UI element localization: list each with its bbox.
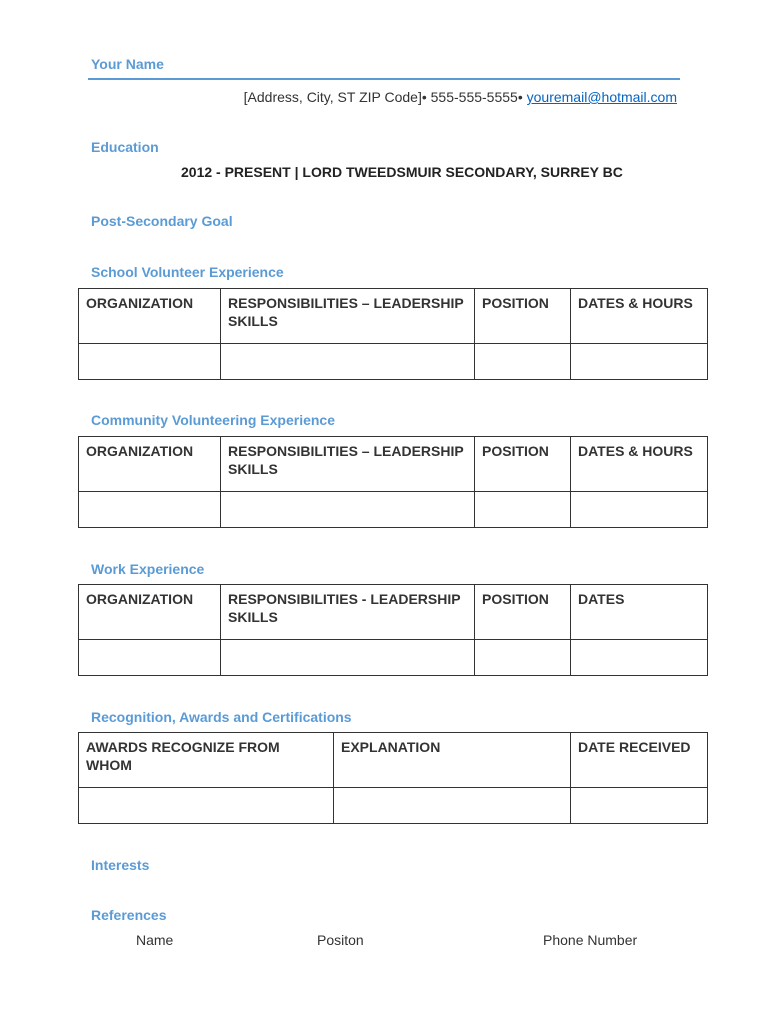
contact-line xyxy=(244,89,677,105)
table-cell[interactable] xyxy=(475,344,571,380)
your-name-heading: Your Name xyxy=(91,56,164,72)
column-header-awards-from-whom: AWARDS RECOGNIZE FROM WHOM xyxy=(79,733,334,788)
education-heading: Education xyxy=(91,139,159,155)
community-volunteer-table xyxy=(78,436,708,528)
reference-phone-label: Phone Number xyxy=(543,932,638,948)
column-header-explanation: EXPLANATION xyxy=(334,733,571,788)
table-row xyxy=(79,788,708,824)
column-header-responsibilities: RESPONSIBILITIES – LEADERSHIP SKILLS xyxy=(221,437,475,492)
table-header-row xyxy=(79,289,708,344)
column-header-position: POSITION xyxy=(475,585,571,640)
reference-position-label: Positon xyxy=(317,932,364,948)
reference-name-label: Name xyxy=(136,932,174,948)
post-secondary-goal-heading: Post-Secondary Goal xyxy=(91,213,233,229)
table-cell[interactable] xyxy=(475,640,571,676)
table-cell[interactable] xyxy=(571,788,708,824)
awards-table xyxy=(78,732,708,824)
column-header-organization: ORGANIZATION xyxy=(79,585,221,640)
references-heading: References xyxy=(91,907,167,923)
table-cell[interactable] xyxy=(221,640,475,676)
table-row xyxy=(79,492,708,528)
table-cell[interactable] xyxy=(334,788,571,824)
column-header-organization: ORGANIZATION xyxy=(79,437,221,492)
interests-heading: Interests xyxy=(91,857,150,873)
column-header-organization: ORGANIZATION xyxy=(79,289,221,344)
column-header-responsibilities: RESPONSIBILITIES – LEADERSHIP SKILLS xyxy=(221,289,475,344)
table-cell[interactable] xyxy=(475,492,571,528)
table-header-row xyxy=(79,733,708,788)
table-cell[interactable] xyxy=(79,492,221,528)
work-experience-table xyxy=(78,584,708,676)
community-volunteer-heading: Community Volunteering Experience xyxy=(91,412,336,428)
table-cell[interactable] xyxy=(571,640,708,676)
column-header-dates-hours: DATES & HOURS xyxy=(571,437,708,492)
column-header-dates: DATES xyxy=(571,585,708,640)
table-cell[interactable] xyxy=(571,492,708,528)
column-header-position: POSITION xyxy=(475,289,571,344)
table-cell[interactable] xyxy=(221,492,475,528)
school-volunteer-table xyxy=(78,288,708,380)
awards-heading: Recognition, Awards and Certifications xyxy=(91,709,352,725)
table-row xyxy=(79,640,708,676)
table-cell[interactable] xyxy=(79,344,221,380)
table-cell[interactable] xyxy=(79,788,334,824)
contact-address-phone: [Address, City, ST ZIP Code]• 555-555-5555• xyxy=(243,89,527,105)
table-row xyxy=(79,344,708,380)
education-entry: 2012 - PRESENT | LORD TWEEDSMUIR SECONDARY, SURREY BC xyxy=(181,164,623,180)
table-cell[interactable] xyxy=(79,640,221,676)
table-cell[interactable] xyxy=(221,344,475,380)
column-header-position: POSITION xyxy=(475,437,571,492)
table-cell[interactable] xyxy=(571,344,708,380)
column-header-dates-hours: DATES & HOURS xyxy=(571,289,708,344)
header-divider xyxy=(88,78,680,80)
email-link[interactable]: youremail@hotmail.com xyxy=(526,89,677,105)
table-header-row xyxy=(79,585,708,640)
table-header-row xyxy=(79,437,708,492)
column-header-date-received: DATE RECEIVED xyxy=(571,733,708,788)
school-volunteer-heading: School Volunteer Experience xyxy=(91,264,284,280)
work-experience-heading: Work Experience xyxy=(91,561,205,577)
column-header-responsibilities: RESPONSIBILITIES - LEADERSHIP SKILLS xyxy=(221,585,475,640)
